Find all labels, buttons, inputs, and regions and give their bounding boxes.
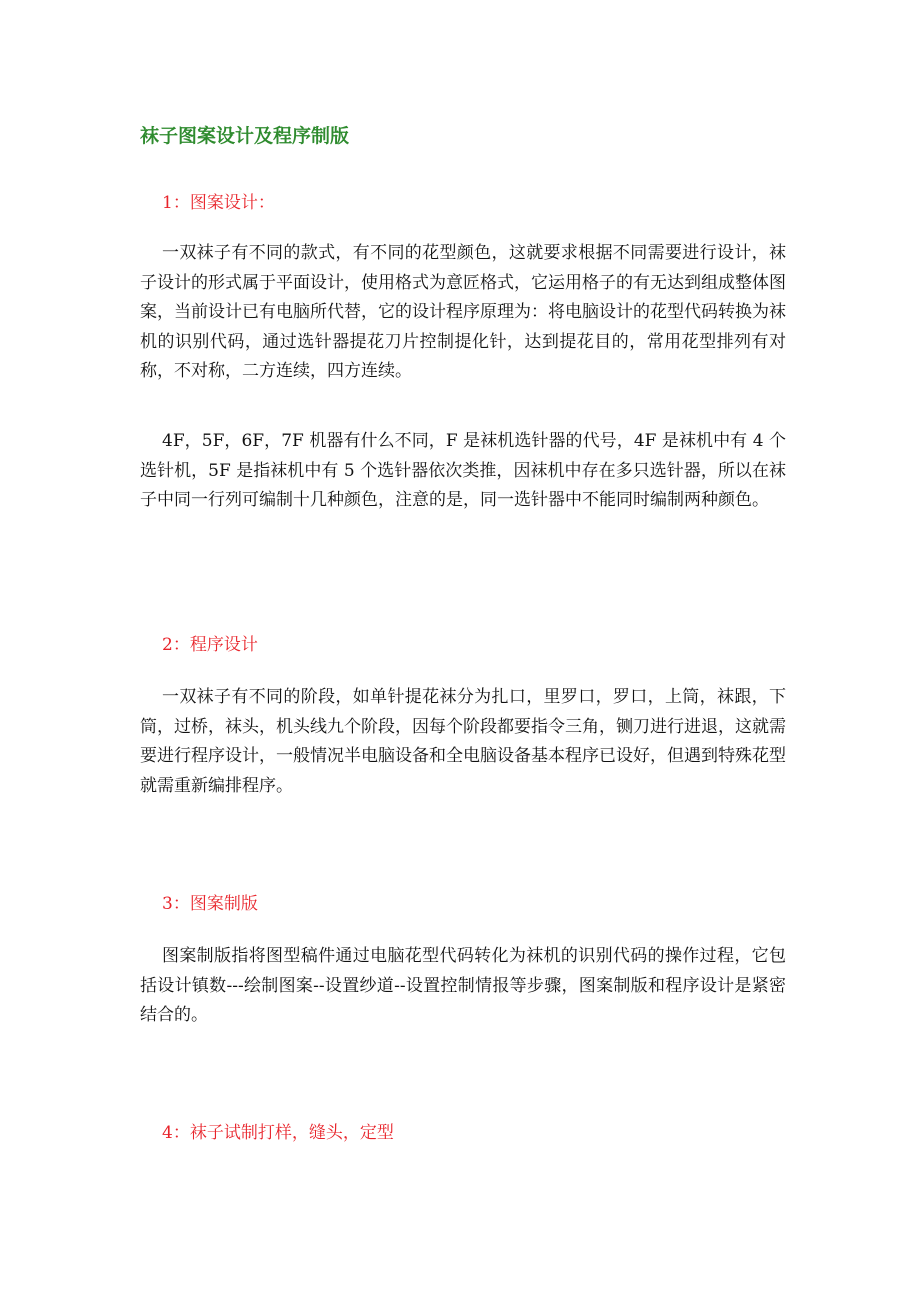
section-heading-sampling: 4：袜子试制打样，缝头，定型: [162, 1123, 394, 1143]
paragraph-program-design: 一双袜子有不同的阶段，如单针提花袜分为扎口，里罗口，罗口，上筒，袜跟，下筒，过桥，袜头，机头线九个阶段，因每个阶段都要指令三角，铡刀进行进退，这就需要进行程序设计，一般情况半电脑设备和全电脑设备基本程序已设好，但遇到特殊花型就需重新编排程序。: [140, 687, 786, 796]
paragraph-plate-making: 图案制版指将图型稿件通过电脑花型代码转化为袜机的识别代码的操作过程，它包括设计镇数---绘制图案--设置纱道--设置控制情报等步骤，图案制版和程序设计是紧密结合的。: [140, 946, 786, 1025]
section-heading-program: 2：程序设计: [162, 635, 258, 655]
paragraph-design-intro: 一双袜子有不同的款式，有不同的花型颜色，这就要求根据不同需要进行设计，袜子设计的形式属于平面设计，使用格式为意匠格式，它运用格子的有无达到组成整体图案，当前设计已有电脑所代替，它的设计程序原理为：将电脑设计的花型代码转换为袜机的识别代码，通过选针器提花刀片控制提化针，达到提花目的，常用花型排列有对称，不对称，二方连续，四方连续。: [140, 243, 786, 381]
paragraph-machine-types: 4F，5F，6F，7F 机器有什么不同，F 是袜机选针器的代号，4F 是袜机中有 4 个选针机，5F 是指袜机中有 5 个选针器依次类推，因袜机中存在多只选针器，所以在袜子中同一行列可编制十几种颜色，注意的是，同一选针器中不能同时编制两种颜色。: [140, 431, 786, 510]
section-heading-design: 1：图案设计：: [162, 193, 275, 213]
document-title: 袜子图案设计及程序制版: [140, 125, 350, 147]
section-heading-plate-making: 3：图案制版: [162, 894, 258, 914]
